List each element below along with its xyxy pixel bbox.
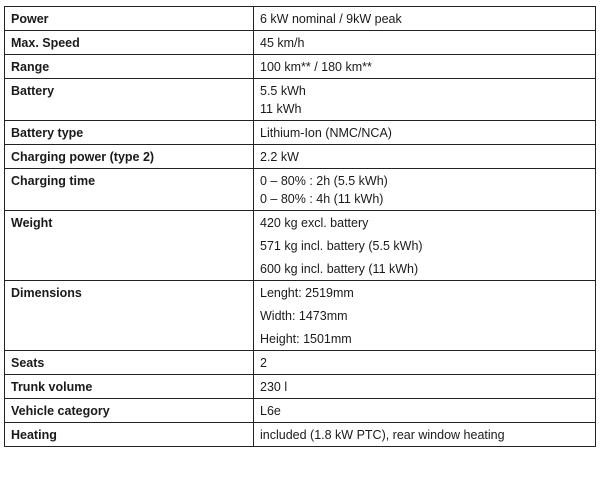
spec-label: Battery type	[5, 121, 254, 145]
table-row	[5, 7, 596, 31]
table-row	[5, 169, 596, 211]
spec-value	[254, 121, 596, 145]
spec-value-line: 45 km/h	[260, 36, 305, 50]
spec-value	[254, 7, 596, 31]
spec-value	[254, 79, 596, 121]
spec-value-line: Lithium-Ion (NMC/NCA)	[260, 126, 392, 140]
table-row	[5, 375, 596, 399]
spec-value-line: 0 – 80% : 4h (11 kWh)	[260, 192, 384, 206]
spec-value	[254, 399, 596, 423]
spec-label: Range	[5, 55, 254, 79]
spec-value-line: Width: 1473mm	[260, 309, 348, 323]
table-row	[5, 31, 596, 55]
spec-value-line: 600 kg incl. battery (11 kWh)	[260, 262, 419, 276]
spec-value	[254, 145, 596, 169]
spec-value-line: included (1.8 kW PTC), rear window heating	[260, 428, 505, 442]
spec-label: Charging power (type 2)	[5, 145, 254, 169]
spec-value-line: Height: 1501mm	[260, 332, 352, 346]
table-row	[5, 79, 596, 121]
spec-value-line: L6e	[260, 404, 281, 418]
table-row	[5, 55, 596, 79]
table-row	[5, 351, 596, 375]
spec-value	[254, 55, 596, 79]
spec-value-line: 6 kW nominal / 9kW peak	[260, 12, 402, 26]
table-row	[5, 145, 596, 169]
spec-value-line: 100 km** / 180 km**	[260, 60, 372, 74]
spec-value-line: Lenght: 2519mm	[260, 286, 354, 300]
spec-label: Battery	[5, 79, 254, 121]
spec-value-line: 2	[260, 356, 267, 370]
table-row	[5, 281, 596, 351]
spec-value	[254, 375, 596, 399]
spec-value-line: 0 – 80% : 2h (5.5 kWh)	[260, 174, 388, 188]
spec-label: Weight	[5, 211, 254, 281]
spec-value	[254, 281, 596, 351]
spec-value-line: 420 kg excl. battery	[260, 216, 369, 230]
table-row	[5, 423, 596, 447]
table-row	[5, 399, 596, 423]
spec-label: Trunk volume	[5, 375, 254, 399]
table-row	[5, 121, 596, 145]
spec-value-line: 2.2 kW	[260, 150, 299, 164]
spec-value-line: 571 kg incl. battery (5.5 kWh)	[260, 239, 423, 253]
spec-label: Max. Speed	[5, 31, 254, 55]
spec-table	[4, 6, 596, 447]
spec-value	[254, 423, 596, 447]
spec-label: Power	[5, 7, 254, 31]
spec-label: Dimensions	[5, 281, 254, 351]
table-row	[5, 211, 596, 281]
spec-label: Charging time	[5, 169, 254, 211]
spec-label: Seats	[5, 351, 254, 375]
spec-value	[254, 211, 596, 281]
spec-value-line: 11 kWh	[260, 102, 302, 116]
spec-label: Heating	[5, 423, 254, 447]
spec-value-line: 230 l	[260, 380, 288, 394]
spec-label: Vehicle category	[5, 399, 254, 423]
spec-value	[254, 169, 596, 211]
spec-value	[254, 351, 596, 375]
spec-value	[254, 31, 596, 55]
spec-value-line: 5.5 kWh	[260, 84, 306, 98]
